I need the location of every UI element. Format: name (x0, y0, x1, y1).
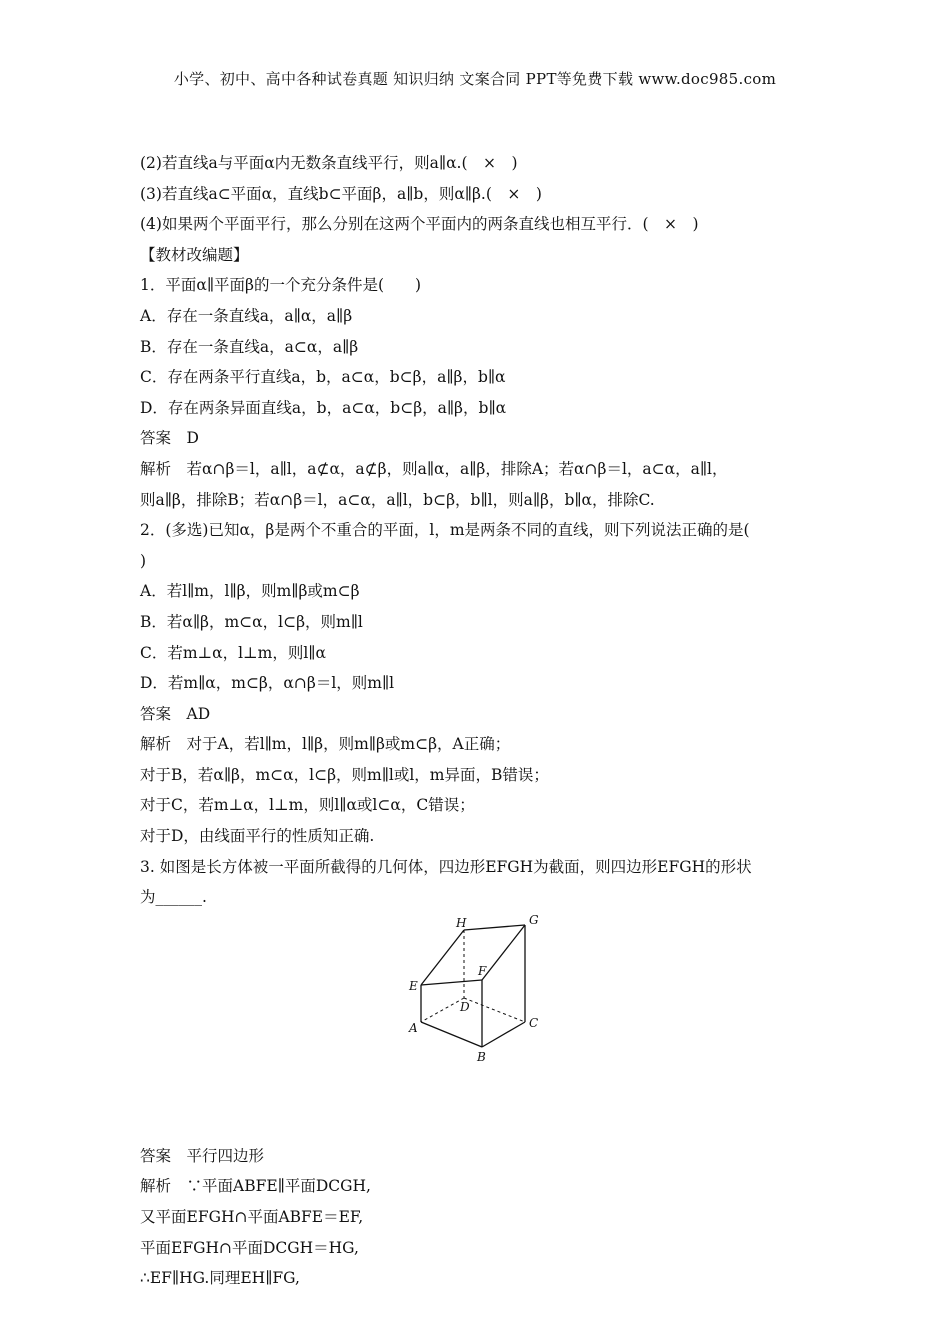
question-2: 2．(多选)已知α，β是两个不重合的平面，l，m是两条不同的直线，则下列说法正确的是( (140, 521, 750, 540)
label-f: F (478, 963, 487, 978)
option-d: D．若m∥α，m⊂β，α∩β＝l，则m∥l (140, 674, 395, 693)
question-2-cont: ) (140, 551, 147, 570)
analysis: 又平面EFGH∩平面ABFE＝EF, (140, 1208, 364, 1227)
analysis: 解析 若α∩β＝l，a∥l，a⊄α，a⊄β，则a∥α，a∥β，排除A；若α∩β＝l，a⊂α，a∥l， (140, 459, 728, 478)
document-body (140, 148, 820, 1294)
edge-da (421, 998, 464, 1022)
answer: 答案 平行四边形 (140, 1146, 265, 1165)
option-a: A．若l∥m，l∥β，则m∥β或m⊂β (140, 582, 360, 601)
cuboid-diagram (405, 915, 555, 1141)
analysis: 对于C，若m⊥α，l⊥m，则l∥α或l⊂α，C错误； (140, 796, 475, 815)
text-line: (2)若直线a与平面α内无数条直线平行，则a∥α.( × ) (140, 154, 518, 172)
label-h: H (456, 915, 467, 930)
label-g: G (529, 914, 539, 927)
question-3: 3. 如图是长方体被一平面所截得的几何体，四边形EFGH为截面，则四边形EFGH的形状 (140, 857, 752, 876)
text-line: (4)如果两个平面平行，那么分别在这两个平面内的两条直线也相互平行．( × ) (140, 215, 699, 234)
edge-ba (421, 1022, 482, 1047)
edge-dc (464, 998, 525, 1022)
label-e: E (409, 978, 418, 993)
analysis: 对于D，由线面平行的性质知正确. (140, 827, 375, 846)
option-a: A．存在一条直线a，a∥α，a∥β (140, 306, 353, 325)
geometry-figure (140, 913, 820, 1141)
option-b: B．若α∥β，m⊂α，l⊂β，则m∥l (140, 612, 363, 631)
edge-eh (421, 930, 464, 985)
option-d: D．存在两条异面直线a，b，a⊂α，b⊂β，a∥β，b∥α (140, 398, 507, 417)
label-a: A (409, 1020, 418, 1035)
question-1: 1．平面α∥平面β的一个充分条件是( ) (140, 276, 422, 295)
section-heading: 【教材改编题】 (140, 245, 249, 264)
page-header: 小学、初中、高中各种试卷真题 知识归纳 文案合同 PPT等免费下载 www.doc985.com (173, 70, 777, 88)
answer: 答案 AD (140, 704, 211, 723)
analysis: 平面EFGH∩平面DCGH＝HG, (140, 1238, 359, 1257)
edge-fg (482, 925, 525, 980)
edge-hg (464, 925, 525, 930)
answer: 答案 D (140, 429, 199, 448)
analysis: 解析 ∵平面ABFE∥平面DCGH, (140, 1177, 371, 1196)
analysis: 则a∥β，排除B；若α∩β＝l，a⊂α，a∥l，b⊂β，b∥l，则a∥β，b∥α，排除C. (140, 490, 655, 509)
question-3-cont: 为______. (140, 888, 207, 907)
text-line: (3)若直线a⊂平面α，直线b⊂平面β，a∥b，则α∥β.( × ) (140, 184, 542, 203)
label-d: D (460, 999, 470, 1014)
analysis: ∴EF∥HG.同理EH∥FG, (140, 1269, 300, 1288)
edge-ef (421, 980, 482, 985)
option-c: C．若m⊥α，l⊥m，则l∥α (140, 643, 326, 662)
analysis: 对于B，若α∥β，m⊂α，l⊂β，则m∥l或l，m异面，B错误； (140, 765, 549, 784)
analysis: 解析 对于A，若l∥m，l∥β，则m∥β或m⊂β，A正确； (140, 735, 511, 754)
option-b: B．存在一条直线a，a⊂α，a∥β (140, 337, 359, 356)
edge-cb (482, 1022, 525, 1047)
label-b: B (477, 1049, 486, 1064)
label-c: C (529, 1015, 539, 1030)
option-c: C．存在两条平行直线a，b，a⊂α，b⊂β，a∥β，b∥α (140, 368, 506, 387)
